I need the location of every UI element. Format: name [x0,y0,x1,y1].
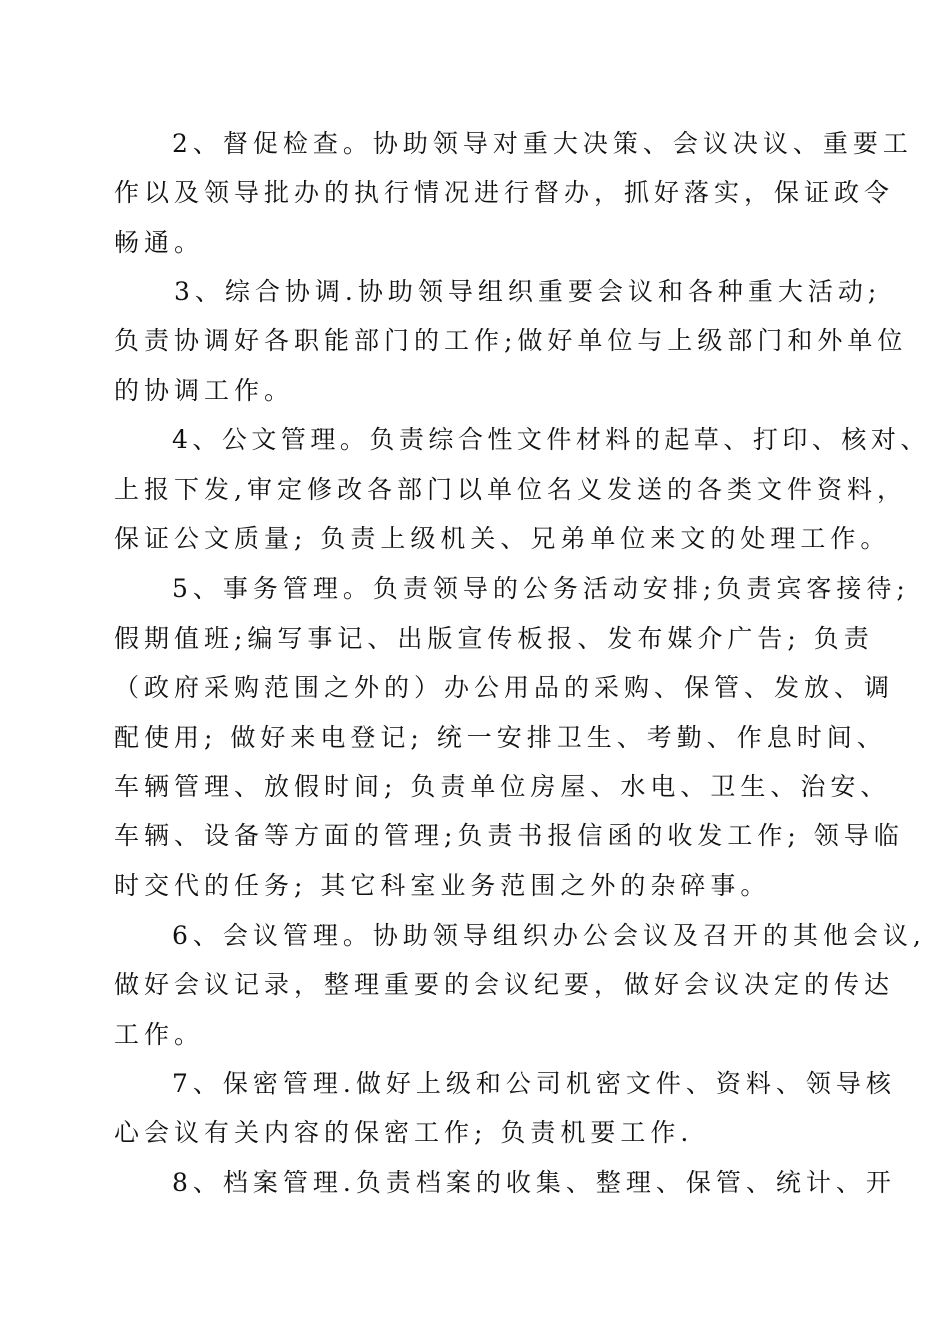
paragraph-8-line-1: 8、档案管理.负责档案的收集、整理、保管、统计、开 [172,1168,896,1197]
paragraph-5-line-6: 车辆、设备等方面的管理;负责书报信函的收发工作; 领导临 [114,821,904,850]
paragraph-5-line-5: 车辆管理、放假时间; 负责单位房屋、水电、卫生、治安、 [114,772,891,801]
paragraph-5-line-4: 配使用; 做好来电登记; 统一安排卫生、考勤、作息时间、 [114,723,887,752]
paragraph-5-line-1: 5、事务管理。负责领导的公务活动安排;负责宾客接待; [172,574,910,603]
paragraph-6-line-1: 6、会议管理。协助领导组织办公会议及召开的其他会议, [172,921,926,950]
paragraph-4-line-1: 4、公文管理。负责综合性文件材料的起草、打印、核对、 [172,425,930,454]
paragraph-6-line-2: 做好会议记录，整理重要的会议纪要，做好会议决定的传达 [114,970,895,999]
paragraph-4-line-3: 保证公文质量; 负责上级机关、兄弟单位来文的处理工作。 [114,524,891,553]
paragraph-2-line-1: 2、督促检查。协助领导对重大决策、会议决议、重要工 [172,129,913,158]
paragraph-7-line-2: 心会议有关内容的保密工作; 负责机要工作. [114,1118,694,1147]
paragraph-3-line-3: 的协调工作。 [114,376,295,405]
paragraph-6-line-3: 工作。 [114,1020,205,1049]
paragraph-2-line-3: 畅通。 [114,228,205,257]
paragraph-7-line-1: 7、保密管理.做好上级和公司机密文件、资料、领导核 [172,1069,896,1098]
paragraph-2-line-2: 作以及领导批办的执行情况进行督办，抓好落实，保证政令 [114,178,895,207]
paragraph-5-line-2: 假期值班;编写事记、出版宣传板报、发布媒介广告; 负责 [114,624,874,653]
paragraph-4-line-2: 上报下发,审定修改各部门以单位名义发送的各类文件资料， [114,475,907,504]
paragraph-3-line-2: 负责协调好各职能部门的工作;做好单位与上级部门和外单位 [114,326,908,355]
paragraph-5-line-7: 时交代的任务; 其它科室业务范围之外的杂碎事。 [114,871,771,900]
paragraph-3-line-1: 3、综合协调.协助领导组织重要会议和各种重大活动; [174,277,882,306]
paragraph-5-line-3: （政府采购范围之外的）办公用品的采购、保管、发放、调 [114,673,895,702]
